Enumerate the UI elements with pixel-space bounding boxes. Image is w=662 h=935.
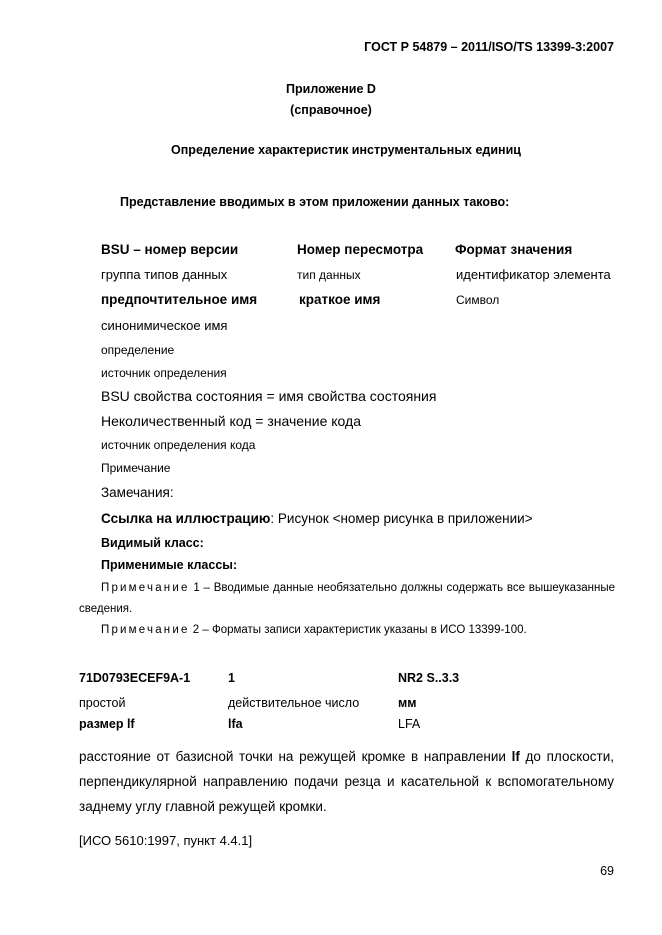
entry-revision: 1 [228, 671, 235, 685]
note-1-text: 1 – Вводимые данные необязательно должны содержать все вышеуказанные сведения. [79, 582, 615, 615]
definition-symbol: lf [511, 749, 520, 764]
note-1-label: Примечание [101, 582, 190, 594]
template-visible-class: Видимый класс: [101, 536, 204, 550]
entry-preferred-name: размер lf [79, 717, 135, 731]
template-element-id: идентификатор элемента [456, 267, 611, 282]
template-nonquant-code: Неколичественный код = значение кода [101, 413, 361, 429]
entry-data-type: действительное число [228, 696, 360, 710]
template-applicable-classes: Применимые классы: [101, 558, 238, 572]
entry-short-name: lfa [228, 717, 243, 731]
document-header: ГОСТ Р 54879 – 2011/ISO/TS 13399-3:2007 [364, 40, 614, 54]
entry-reference: [ИСО 5610:1997, пункт 4.4.1] [79, 833, 253, 848]
entry-value-format: NR2 S..3.3 [398, 671, 460, 685]
note-2-label: Примечание [101, 624, 190, 636]
template-remarks: Замечания: [101, 485, 174, 500]
template-note: Примечание [101, 461, 171, 475]
template-synonym: синонимическое имя [101, 318, 228, 333]
template-code-def-source: источник определения кода [101, 438, 256, 452]
entry-unit: мм [398, 696, 417, 710]
annex-title: Приложение D [286, 82, 376, 96]
template-bsu: BSU – номер версии [101, 242, 239, 257]
definition-part-1: расстояние от базисной точки на режущей кромке в направлении [79, 749, 512, 764]
note-2 [101, 625, 527, 637]
annex-heading: Определение характеристик инструментальных единиц [171, 143, 521, 157]
template-value-format: Формат значения [455, 242, 573, 257]
entry-bsu: 71D0793ECEF9A-1 [79, 671, 191, 685]
annex-kind: (справочное) [290, 103, 372, 117]
intro-text: Представление вводимых в этом приложении данных таково: [120, 195, 510, 209]
template-short-name: краткое имя [299, 292, 381, 307]
template-definition: определение [101, 343, 175, 357]
entry-definition [79, 744, 614, 819]
note-1 [79, 578, 615, 620]
definition-part-2: до плоскости, перпендикулярной направлению подачи резца и касательной к вспомогательному заднему углу главной режущей кромки. [79, 749, 614, 814]
entry-symbol: LFA [398, 717, 421, 731]
template-illustration [101, 512, 533, 526]
template-revision: Номер пересмотра [297, 242, 424, 257]
note-2-text: 2 – Форматы записи характеристик указаны в ИСО 13399-100. [189, 624, 527, 636]
illustration-label: Ссылка на иллюстрацию [101, 511, 271, 526]
template-definition-source: источник определения [101, 366, 227, 380]
template-data-type: тип данных [297, 268, 361, 282]
template-bsu-property: BSU свойства состояния = имя свойства состояния [101, 388, 437, 404]
page-number: 69 [600, 864, 614, 878]
template-type-group: группа типов данных [101, 267, 228, 282]
template-preferred-name: предпочтительное имя [101, 292, 258, 307]
template-symbol: Символ [456, 293, 500, 307]
illustration-text: : Рисунок <номер рисунка в приложении> [270, 511, 533, 526]
entry-type-group: простой [79, 696, 126, 710]
